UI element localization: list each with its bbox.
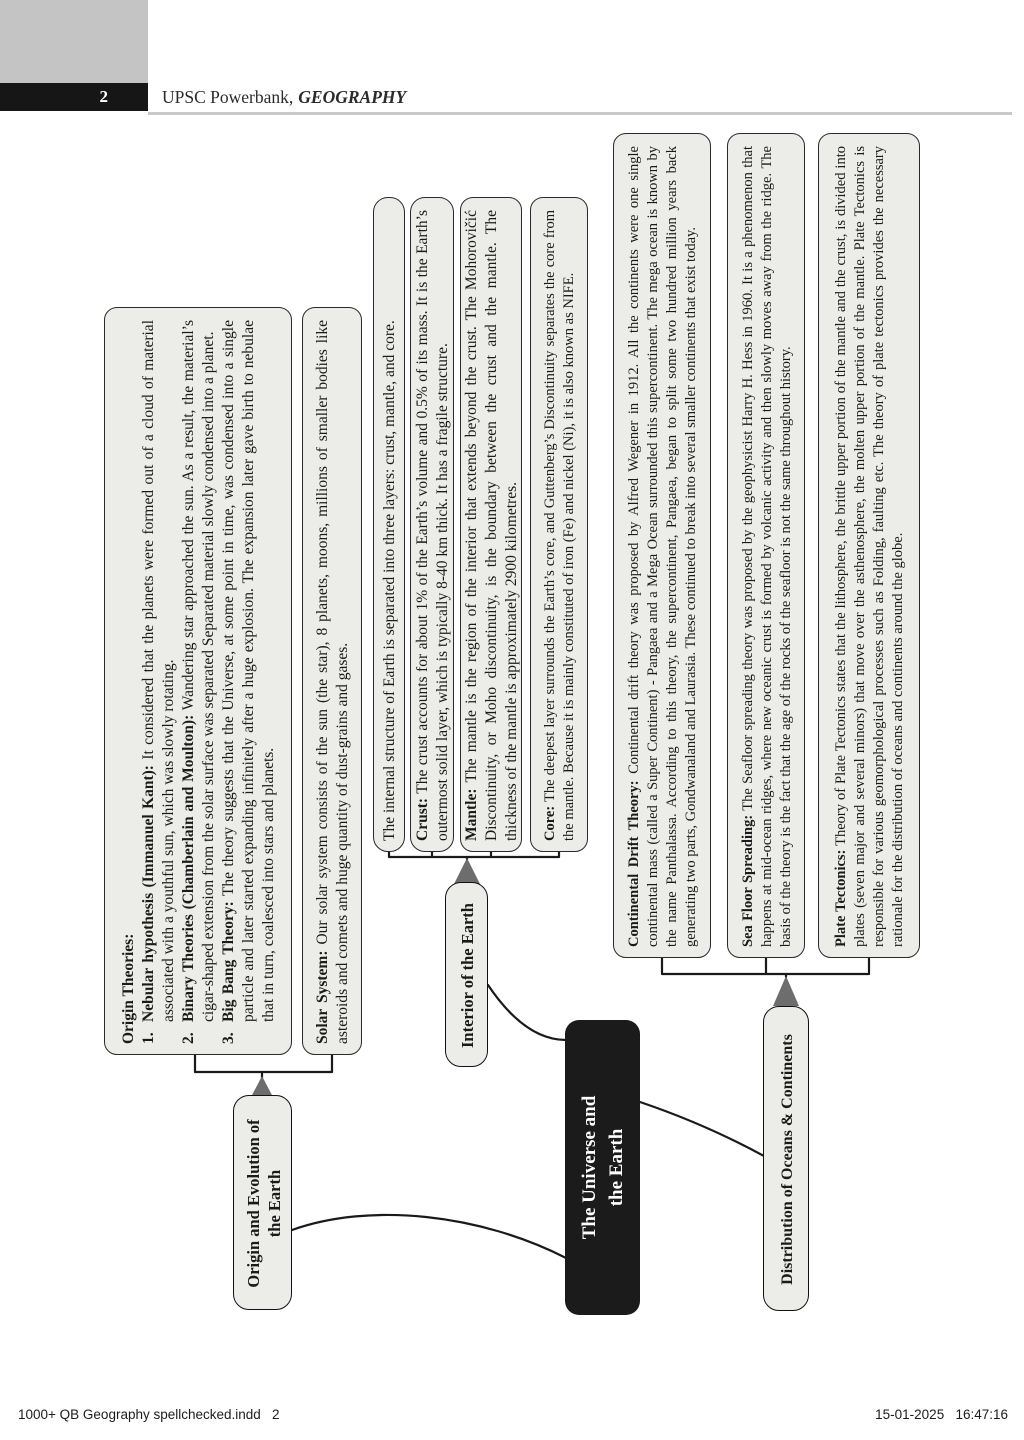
footer-timestamp: 15-01-2025 16:47:16: [875, 1407, 1008, 1422]
origin-theories-title: Origin Theories:: [120, 933, 137, 1044]
box-crust: Crust: The crust accounts for about 1% of the Earth’s volume and 0.5% of its mass. It is the Earth’s outermost solid layer, which is typically 8-40 km thick. It has a fragile structure.: [410, 197, 454, 852]
box-sea-floor-spreading: Sea Floor Spreading: The Seafloor spreading theory was proposed by the geophysicist Harry H. Hess in 1960. It is a phenomenon that happens at mid-ocean ridges, where new oceanic crust is formed by volcanic activity and then slowly moves away from the ridge. The basis of the theory is the fact that the age of the rocks of the seafloor is not the same throughout history.: [727, 133, 805, 958]
origin-theory-item: 1. Nebular hypothesis (Immanuel Kant): It considered that the planets were formed out of a cloud of material associated with a youthful sun, which was slowly rotating.: [140, 320, 177, 1044]
box-origin-theories: [104, 307, 292, 1055]
header-subject: GEOGRAPHY: [298, 86, 407, 107]
box-internal-structure: The internal structure of Earth is separated into three layers: crust, mantle, and core.: [373, 197, 405, 852]
connector-root-distribution: [640, 1102, 764, 1156]
box-core: Core: The deepest layer surrounds the Earth’s core, and Guttenberg’s Discontinuity separates the core from the mantle. Because it is mainly constituted of iron (Fe) and nickel (Ni), it is also known as NIFE.: [530, 197, 588, 852]
page-number: 2: [99, 87, 108, 106]
origin-theory-item: 2. Binary Theories (Chamberlain and Moulton): Wandering star approached the sun. As a result, the material’s cigar-shaped extension from the solar surface was separated Separated material slowly condensed into a planet.: [180, 320, 217, 1044]
bracket-distribution: [662, 956, 869, 977]
node-universe-earth: The Universe and the Earth: [565, 1020, 640, 1315]
node-origin-evolution: Origin and Evolution of the Earth: [233, 1095, 292, 1310]
footer-filename: 1000+ QB Geography spellchecked.indd 2: [18, 1407, 280, 1422]
box-mantle: Mantle: The mantle is the region of the interior that extends beyond the crust. The Mohorovičić Discontinuity, or Moho discontinuity, is the boundary between the crust and the mantle. The thickness of the mantle is approximately 2900 kilometres.: [460, 197, 522, 852]
connector-origin-root: [292, 1215, 566, 1258]
origin-theory-item: 3. Big Bang Theory: The theory suggests that the Universe, at some point in time, was condensed into a single particle and later started expanding infinitely after a huge explosion. The expansion later gave birth to nebulae that in turn, coalesced into stars and planets.: [220, 320, 277, 1044]
arrow-up-interior-icon: [454, 858, 480, 884]
header-title: UPSC Powerbank,: [162, 86, 294, 107]
connector-interior-root: [488, 985, 566, 1040]
box-continental-drift: Continental Drift Theory: Continental drift theory was proposed by Alfred Wegener in 1912. All the continents were one single continental mass (called a Super Continent) - Pangaea and a Mega Ocean surrounded this supercontinent. The mega ocean is known by the name Panthalassa. According to this theory, the supercontinent, Pangaea, began to split some two hundred million years back generating two parts, Gondwanaland and Laurasia. These continued to break into several smaller continents that exist today.: [613, 133, 711, 958]
box-solar-system: Solar System: Our solar system consists of the sun (the star), 8 planets, moons, millions of smaller bodies like asteroids and comets and huge quantity of dust-grains and gases.: [302, 307, 362, 1055]
node-interior-earth: Interior of the Earth: [445, 882, 488, 1067]
box-plate-tectonics: Plate Tectonics: Theory of Plate Tectonics states that the lithosphere, the brittle upper portion of the mantle and the crust, is divided into plates (seven major and several minors) that move over the asthenosphere, the molten upper portion of the mantle. Plate Tectonics is responsible for various geomorphological processes such as Folding, faulting etc. The theory of plate tectonics provides the necessary rationale for the distribution of oceans and continents around the globe.: [818, 133, 920, 958]
arrow-up-distribution-icon: [773, 976, 799, 1006]
node-distribution-oceans: Distribution of Oceans & Continents: [763, 1006, 809, 1311]
